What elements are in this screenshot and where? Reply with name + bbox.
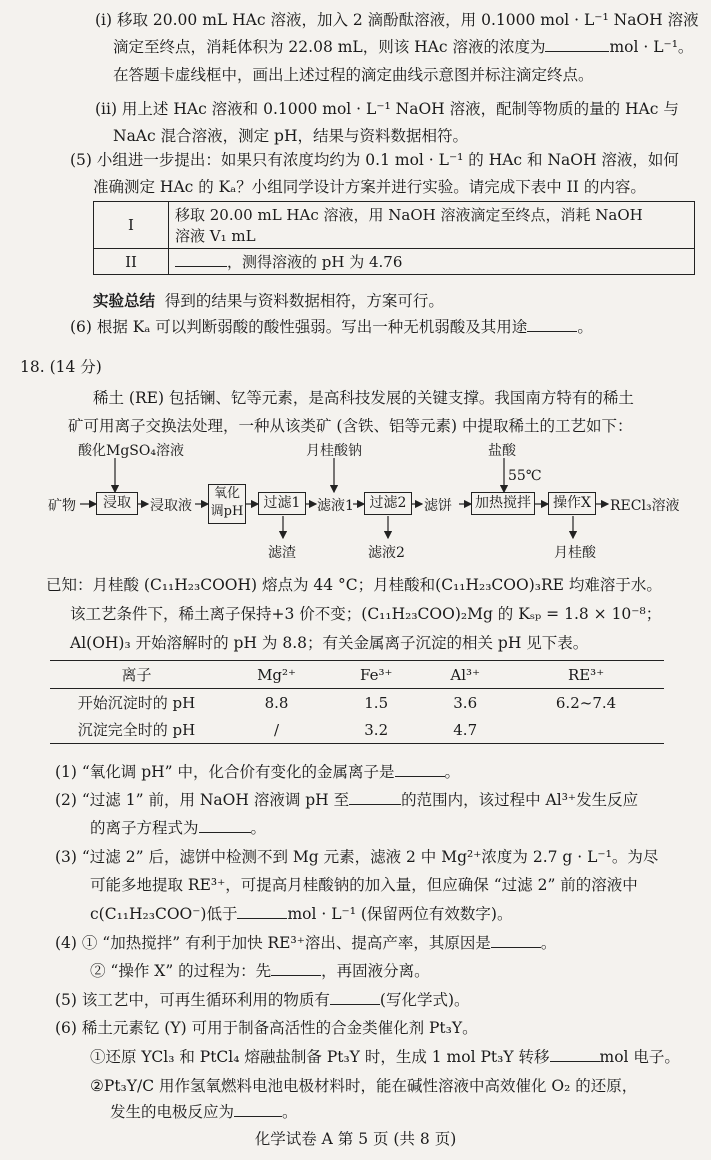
answer-blank[interactable] <box>545 36 609 53</box>
table-row: 沉淀完全时的 pH / 3.2 4.7 <box>50 716 664 744</box>
ion-header-ion: 离子 <box>121 666 152 684</box>
answer-blank[interactable] <box>234 1101 282 1118</box>
flow-residue: 滤渣 <box>268 545 296 561</box>
flow-oxidize-ph-box: 氧化 调pH <box>208 484 246 524</box>
page-footer: 化学试卷 A 第 5 页 (共 8 页) <box>254 1130 457 1148</box>
q4-i-line2: 滴定至终点，消耗体积为 22.08 mL，则该 HAc 溶液的浓度为 mol · L⁻¹。 <box>113 35 693 57</box>
q18-intro2: 矿可用离子交换法处理，一种从该类矿 (含铁、铝等元素) 中提取稀土的工艺如下： <box>68 417 633 435</box>
q18-sub1: (1) “氧化调 pH” 中，化合价有变化的金属离子是 。 <box>55 760 460 782</box>
flow-leachate: 浸取液 <box>150 498 192 514</box>
q4-ii-line1: (ii) 用上述 HAc 溶液和 0.1000 mol · L⁻¹ NaOH 溶液，配制等物质的量的 HAc 与 <box>95 100 679 118</box>
ion-header-fe: Fe³⁺ <box>360 665 393 684</box>
q5-row2-key: II <box>94 249 169 275</box>
flow-operation-x-box: 操作X <box>548 492 596 515</box>
q18-sub2-line2: 的离子方程式为 。 <box>90 816 266 838</box>
flow-temperature: 55℃ <box>508 468 542 484</box>
table-row: 开始沉淀时的 pH 8.8 1.5 3.6 6.2~7.4 <box>77 693 617 712</box>
flow-heat-stir-box: 加热搅拌 <box>471 492 535 515</box>
answer-blank[interactable] <box>199 817 251 834</box>
answer-blank[interactable] <box>175 251 227 267</box>
q5-row1-key: I <box>94 202 169 249</box>
q18-sub4-line2: ② “操作 X” 的过程为：先 ，再固液分离。 <box>90 959 430 981</box>
ion-header-re: RE³⁺ <box>567 665 605 684</box>
q18-sub6-line2: ①还原 YCl₃ 和 PtCl₄ 熔融盐制备 Pt₃Y 时，生成 1 mol Pt₃Y 转移 mol 电子。 <box>90 1045 680 1067</box>
process-flowchart <box>48 444 698 564</box>
flow-ore: 矿物 <box>48 498 76 514</box>
q5-row1-text: 移取 20.00 mL HAc 溶液，用 NaOH 溶液滴定至终点，消耗 NaOH 溶液 V₁ mL <box>169 202 695 249</box>
q18-known1: 已知：月桂酸 (C₁₁H₂₃COOH) 熔点为 44 °C；月桂酸和(C₁₁H₂₃COO)₃RE 均难溶于水。 <box>46 576 662 594</box>
q18-sub2-line1: (2) “过滤 1” 前，用 NaOH 溶液调 pH 至 的范围内，该过程中 Al³⁺发生反应 <box>55 788 638 810</box>
answer-blank[interactable] <box>491 932 541 949</box>
q18-known2: 该工艺条件下，稀土离子保持+3 价不变；(C₁₁H₂₃COO)₂Mg 的 Kₛₚ = 1.8 × 10⁻⁸； <box>70 605 662 623</box>
q6-line: (6) 根据 Kₐ 可以判断弱酸的酸性强弱。写出一种无机弱酸及其用途 。 <box>70 315 593 337</box>
q4-i-line3: 在答题卡虚线框中，画出上述过程的滴定曲线示意图并标注滴定终点。 <box>113 66 594 84</box>
q18-sub5: (5) 该工艺中，可再生循环利用的物质有 (写化学式)。 <box>55 988 470 1010</box>
q4-i-line1: (i) 移取 20.00 mL HAc 溶液，加入 2 滴酚酞溶液，用 0.1000 mol · L⁻¹ NaOH 溶液 <box>95 11 699 29</box>
ion-header-mg: Mg²⁺ <box>257 665 296 684</box>
ion-table-header <box>50 661 664 689</box>
q5-line2: 准确测定 HAc 的 Kₐ？小组同学设计方案并进行实验。请完成下表中 II 的内容。 <box>93 178 646 196</box>
flow-lauric-acid: 月桂酸 <box>554 545 596 561</box>
q5-row2-text: ，测得溶液的 pH 为 4.76 <box>169 249 695 275</box>
answer-blank[interactable] <box>550 1046 600 1063</box>
q18-sub3-line3: c(C₁₁H₂₃COO⁻)低于 mol · L⁻¹ (保留两位有效数字)。 <box>90 902 512 924</box>
q4-ii-line2: NaAc 混合溶液，测定 pH，结果与资料数据相符。 <box>113 127 468 145</box>
flow-product: RECl₃溶液 <box>610 498 680 514</box>
q18-sub3-line2: 可能多地提取 RE³⁺，可提高月桂酸钠的加入量，但应确保 “过滤 2” 前的溶液中 <box>90 876 638 894</box>
answer-blank[interactable] <box>527 316 577 333</box>
flow-leach-box: 浸取 <box>96 492 138 515</box>
answer-blank[interactable] <box>349 789 401 806</box>
ion-header-al: Al³⁺ <box>450 665 480 684</box>
flow-filter1-box: 过滤1 <box>258 492 306 515</box>
flow-acid-mgso4: 酸化MgSO₄溶液 <box>78 443 184 459</box>
flow-filtrate2: 滤液2 <box>368 545 405 561</box>
q18-known3: Al(OH)₃ 开始溶解时的 pH 为 8.8；有关金属离子沉淀的相关 pH 见下表。 <box>70 634 589 652</box>
q18-sub6-line1: (6) 稀土元素钇 (Y) 可用于制备高活性的合金类催化剂 Pt₃Y。 <box>55 1019 478 1037</box>
answer-blank[interactable] <box>395 761 445 778</box>
q5-summary: 实验总结 得到的结果与资料数据相符，方案可行。 <box>93 291 444 310</box>
flow-hcl: 盐酸 <box>488 443 516 459</box>
answer-blank[interactable] <box>271 960 321 977</box>
flow-sodium-laurate: 月桂酸钠 <box>306 443 362 459</box>
flow-filtrate1: 滤液1 <box>317 498 354 514</box>
q5-plan-table <box>93 201 695 275</box>
flow-filter2-box: 过滤2 <box>364 492 412 515</box>
q18-sub6-line4: 发生的电极反应为 。 <box>110 1100 298 1122</box>
answer-blank[interactable] <box>330 989 380 1006</box>
q18-sub3-line1: (3) “过滤 2” 后，滤饼中检测不到 Mg 元素，滤液 2 中 Mg²⁺浓度为 2.7 g · L⁻¹。为尽 <box>55 848 659 866</box>
q18-sub6-line3: ②Pt₃Y/C 用作氢氧燃料电池电极材料时，能在碱性溶液中高效催化 O₂ 的还原， <box>90 1077 638 1095</box>
q5-line1: (5) 小组进一步提出：如果只有浓度均约为 0.1 mol · L⁻¹ 的 HAc 和 NaOH 溶液，如何 <box>70 151 679 169</box>
answer-blank[interactable] <box>237 903 287 920</box>
q18-sub4-line1: (4) ① “加热搅拌” 有利于加快 RE³⁺溶出、提高产率，其原因是 。 <box>55 931 556 953</box>
q18-header: 18. (14 分) <box>20 358 102 376</box>
flow-cake: 滤饼 <box>424 498 452 514</box>
ion-ph-table <box>50 660 664 744</box>
q18-intro1: 稀土 (RE) 包括镧、钇等元素，是高科技发展的关键支撑。我国南方特有的稀土 <box>93 389 634 407</box>
